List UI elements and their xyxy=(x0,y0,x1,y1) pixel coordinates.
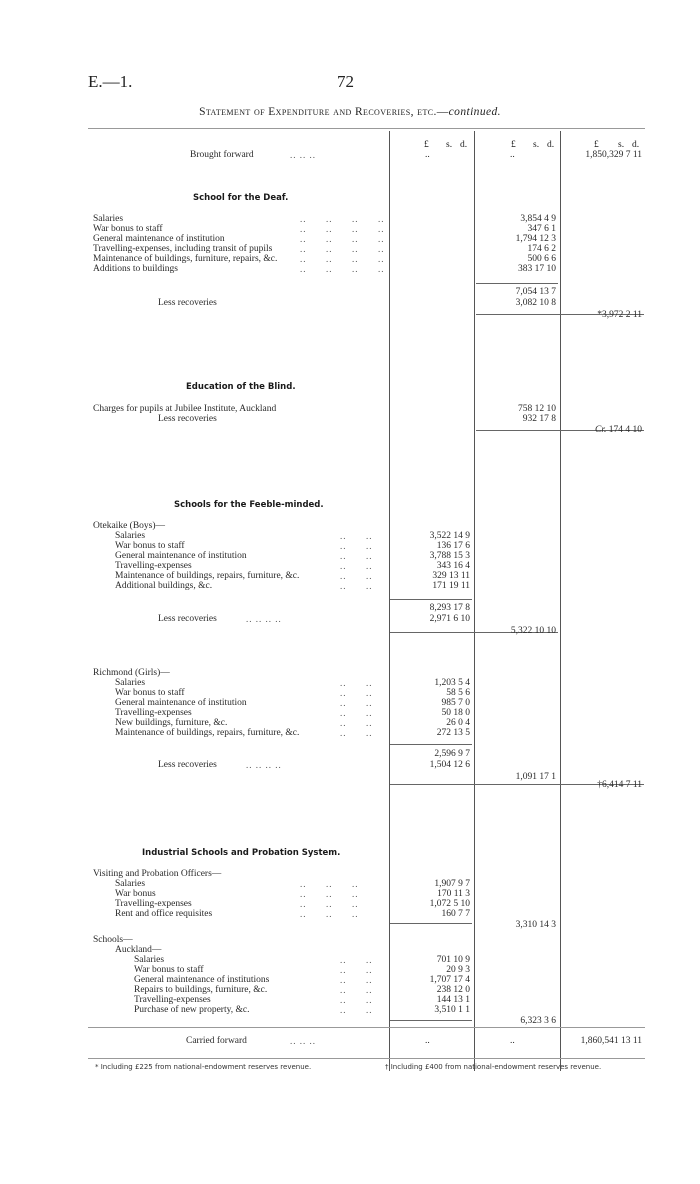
deaf-maintenance-amount: 1,794 12 3 xyxy=(515,234,556,244)
table-bottom-rule xyxy=(88,1058,645,1059)
carried-forward-col1: .. xyxy=(425,1036,430,1046)
visiting-travelling-amount: 1,072 5 10 xyxy=(429,899,470,909)
visiting-total: 3,310 14 3 xyxy=(515,920,556,930)
otekaike-subtotal: 8,293 17 8 xyxy=(429,603,470,613)
richmond-travelling-label: Travelling-expenses xyxy=(115,708,192,718)
otekaike-subtotal-rule xyxy=(390,599,472,600)
feeble-heading: Schools for the Feeble-minded. xyxy=(174,500,324,510)
richmond-war-bonus-label: War bonus to staff xyxy=(115,688,185,698)
richmond-title: Richmond (Girls)— xyxy=(93,668,170,678)
otekaike-maintenance-label: General maintenance of institution xyxy=(115,551,247,561)
richmond-salaries-label: Salaries xyxy=(115,678,146,688)
auckland-repairs-amount: 238 12 0 xyxy=(436,985,470,995)
shillings-header: s. xyxy=(618,140,625,150)
pence-header: d. xyxy=(547,140,555,150)
brought-forward-total: 1,850,329 7 11 xyxy=(585,150,642,160)
deaf-additions-label: Additions to buildings xyxy=(93,264,178,274)
otekaike-maintenance-amount: 3,788 15 3 xyxy=(429,551,470,561)
deaf-war-bonus-label: War bonus to staff xyxy=(93,224,163,234)
otekaike-buildings-label: Maintenance of buildings, repairs, furniture, &c. xyxy=(115,571,300,581)
visiting-war-bonus-amount: 170 11 3 xyxy=(437,889,470,899)
richmond-new-buildings-amount: 26 0 4 xyxy=(446,718,470,728)
brought-forward-label: Brought forward xyxy=(190,150,254,160)
pounds-header: £ xyxy=(511,140,516,150)
blind-less-recoveries-label: Less recoveries xyxy=(158,414,217,424)
shillings-header: s. xyxy=(446,140,453,150)
auckland-maintenance-label: General maintenance of institutions xyxy=(134,975,270,985)
richmond-maintenance-label: General maintenance of institution xyxy=(115,698,247,708)
deaf-salaries-amount: 3,854 4 9 xyxy=(520,214,556,224)
richmond-maintenance-buildings-amount: 272 13 5 xyxy=(436,728,470,738)
visiting-total-rule xyxy=(390,923,472,924)
richmond-travelling-amount: 50 18 0 xyxy=(441,708,470,718)
otekaike-salaries-amount: 3,522 14 9 xyxy=(429,531,470,541)
schools-title: Schools— xyxy=(93,935,133,945)
footnote-deaf: * Including £225 from national-endowment reserves revenue. xyxy=(95,1063,312,1071)
otekaike-title: Otekaike (Boys)— xyxy=(93,521,166,531)
leader-dots: .. .. .. .. xyxy=(246,614,282,624)
statement-title-main: Statement of Expenditure and Recoveries, etc.— xyxy=(199,106,449,118)
auckland-salaries-amount: 701 10 9 xyxy=(436,955,470,965)
richmond-salaries-amount: 1,203 5 4 xyxy=(434,678,470,688)
richmond-maintenance-buildings-label: Maintenance of buildings, repairs, furniture, &c. xyxy=(115,728,300,738)
otekaike-war-bonus-label: War bonus to staff xyxy=(115,541,185,551)
deaf-buildings-amount: 500 6 6 xyxy=(527,254,556,264)
richmond-new-buildings-label: New buildings, furniture, &c. xyxy=(115,718,228,728)
visiting-war-bonus-label: War bonus xyxy=(115,889,156,899)
visiting-rent-amount: 160 7 7 xyxy=(441,909,470,919)
pounds-header: £ xyxy=(594,140,599,150)
table-top-rule xyxy=(88,128,645,129)
deaf-subtotal-rule xyxy=(476,283,558,284)
deaf-heading: School for the Deaf. xyxy=(193,193,289,203)
auckland-purchase-label: Purchase of new property, &c. xyxy=(134,1005,250,1015)
deaf-maintenance-label: General maintenance of institution xyxy=(93,234,225,244)
deaf-buildings-label: Maintenance of buildings, furniture, repairs, &c. xyxy=(93,254,278,264)
leader-dots: .. .. .. .. .. .. .. .. .. .. .. .. xyxy=(340,678,373,738)
blind-net-total xyxy=(562,425,642,435)
deaf-less-recoveries-label: Less recoveries xyxy=(158,298,217,308)
pence-header: d. xyxy=(460,140,468,150)
otekaike-additional-amount: 171 19 11 xyxy=(432,581,470,591)
carried-forward-label: Carried forward xyxy=(186,1036,247,1046)
column-rule-1 xyxy=(389,131,390,1071)
brought-forward-col1: .. xyxy=(425,150,430,160)
statement-title xyxy=(0,106,700,118)
richmond-less-recoveries-label: Less recoveries xyxy=(158,760,217,770)
visiting-travelling-label: Travelling-expenses xyxy=(115,899,192,909)
otekaike-war-bonus-amount: 136 17 6 xyxy=(436,541,470,551)
auckland-total: 6,323 3 6 xyxy=(520,1016,556,1026)
deaf-travelling-amount: 174 6 2 xyxy=(527,244,556,254)
richmond-subtotal: 2,596 9 7 xyxy=(434,749,470,759)
column-rule-3 xyxy=(560,131,561,1071)
auckland-travelling-amount: 144 13 1 xyxy=(436,995,470,1005)
pounds-header: £ xyxy=(424,140,429,150)
blind-net-amount: 174 4 10 xyxy=(608,425,642,435)
richmond-net: 1,091 17 1 xyxy=(515,772,556,782)
footnote-feeble: † Including £400 from national-endowment reserves revenue. xyxy=(385,1063,602,1071)
auckland-travelling-label: Travelling-expenses xyxy=(134,995,211,1005)
deaf-additions-amount: 383 17 10 xyxy=(518,264,556,274)
leader-dots: .. .. .. .. .. .. .. .. .. .. .. .. .. .. .. .. .. .. .. .. .. .. .. .. xyxy=(300,214,385,274)
leader-dots: .. .. .. .. .. .. .. .. .. .. .. .. xyxy=(340,531,373,591)
blind-recoveries: 932 17 8 xyxy=(522,414,556,424)
statement-title-continued: continued. xyxy=(448,106,501,118)
visiting-rent-label: Rent and office requisites xyxy=(115,909,213,919)
auckland-total-rule xyxy=(390,1020,472,1021)
page-reference: E.—1. xyxy=(88,72,133,91)
otekaike-additional-label: Additional buildings, &c. xyxy=(115,581,213,591)
deaf-travelling-label: Travelling-expenses, including transit of pupils xyxy=(93,244,273,254)
richmond-maintenance-amount: 985 7 0 xyxy=(441,698,470,708)
otekaike-buildings-amount: 329 13 11 xyxy=(432,571,470,581)
credit-marker: Cr. xyxy=(595,425,607,435)
carried-forward-col2: .. xyxy=(510,1036,515,1046)
richmond-subtotal-rule xyxy=(390,744,472,745)
auckland-salaries-label: Salaries xyxy=(134,955,165,965)
leader-dots: .. .. .. .. xyxy=(246,760,282,770)
blind-charges-label: Charges for pupils at Jubilee Institute, Auckland xyxy=(93,404,277,414)
otekaike-travelling-label: Travelling-expenses xyxy=(115,561,192,571)
blind-charges: 758 12 10 xyxy=(518,404,556,414)
auckland-title: Auckland— xyxy=(115,945,162,955)
carried-forward-total: 1,860,541 13 11 xyxy=(580,1036,642,1046)
otekaike-recoveries: 2,971 6 10 xyxy=(429,614,470,624)
column-rule-2 xyxy=(474,131,475,1071)
blind-heading: Education of the Blind. xyxy=(186,382,296,392)
leader-dots: .. .. .. .. .. .. .. .. .. .. .. .. xyxy=(300,879,359,919)
visiting-title: Visiting and Probation Officers— xyxy=(93,869,222,879)
auckland-purchase-amount: 3,510 1 1 xyxy=(434,1005,470,1015)
auckland-war-bonus-amount: 20 9 3 xyxy=(446,965,470,975)
auckland-maintenance-amount: 1,707 17 4 xyxy=(429,975,470,985)
deaf-war-bonus-amount: 347 6 1 xyxy=(527,224,556,234)
pence-header: d. xyxy=(632,140,640,150)
richmond-war-bonus-amount: 58 5 6 xyxy=(446,688,470,698)
auckland-repairs-label: Repairs to buildings, furniture, &c. xyxy=(134,985,268,995)
carried-forward-top-rule xyxy=(88,1027,645,1028)
deaf-subtotal: 7,054 13 7 xyxy=(515,287,556,297)
brought-forward-col2: .. xyxy=(510,150,515,160)
industrial-heading: Industrial Schools and Probation System. xyxy=(142,848,341,858)
otekaike-salaries-label: Salaries xyxy=(115,531,146,541)
deaf-salaries-label: Salaries xyxy=(93,214,124,224)
otekaike-net: 5,322 10 10 xyxy=(510,626,556,636)
auckland-war-bonus-label: War bonus to staff xyxy=(134,965,204,975)
leader-dots: .. .. .. .. .. .. .. .. .. .. .. .. xyxy=(340,955,373,1015)
visiting-salaries-amount: 1,907 9 7 xyxy=(434,879,470,889)
shillings-header: s. xyxy=(533,140,540,150)
leader-dots: .. .. .. xyxy=(290,150,316,160)
leader-dots: .. .. .. xyxy=(290,1036,316,1046)
otekaike-less-recoveries-label: Less recoveries xyxy=(158,614,217,624)
otekaike-travelling-amount: 343 16 4 xyxy=(436,561,470,571)
richmond-recoveries: 1,504 12 6 xyxy=(429,760,470,770)
visiting-salaries-label: Salaries xyxy=(115,879,146,889)
deaf-net-total: *3,972 2 11 xyxy=(597,310,642,320)
deaf-recoveries: 3,082 10 8 xyxy=(515,298,556,308)
feeble-total: †6,414 7 11 xyxy=(597,780,642,790)
page-number: 72 xyxy=(337,72,354,91)
